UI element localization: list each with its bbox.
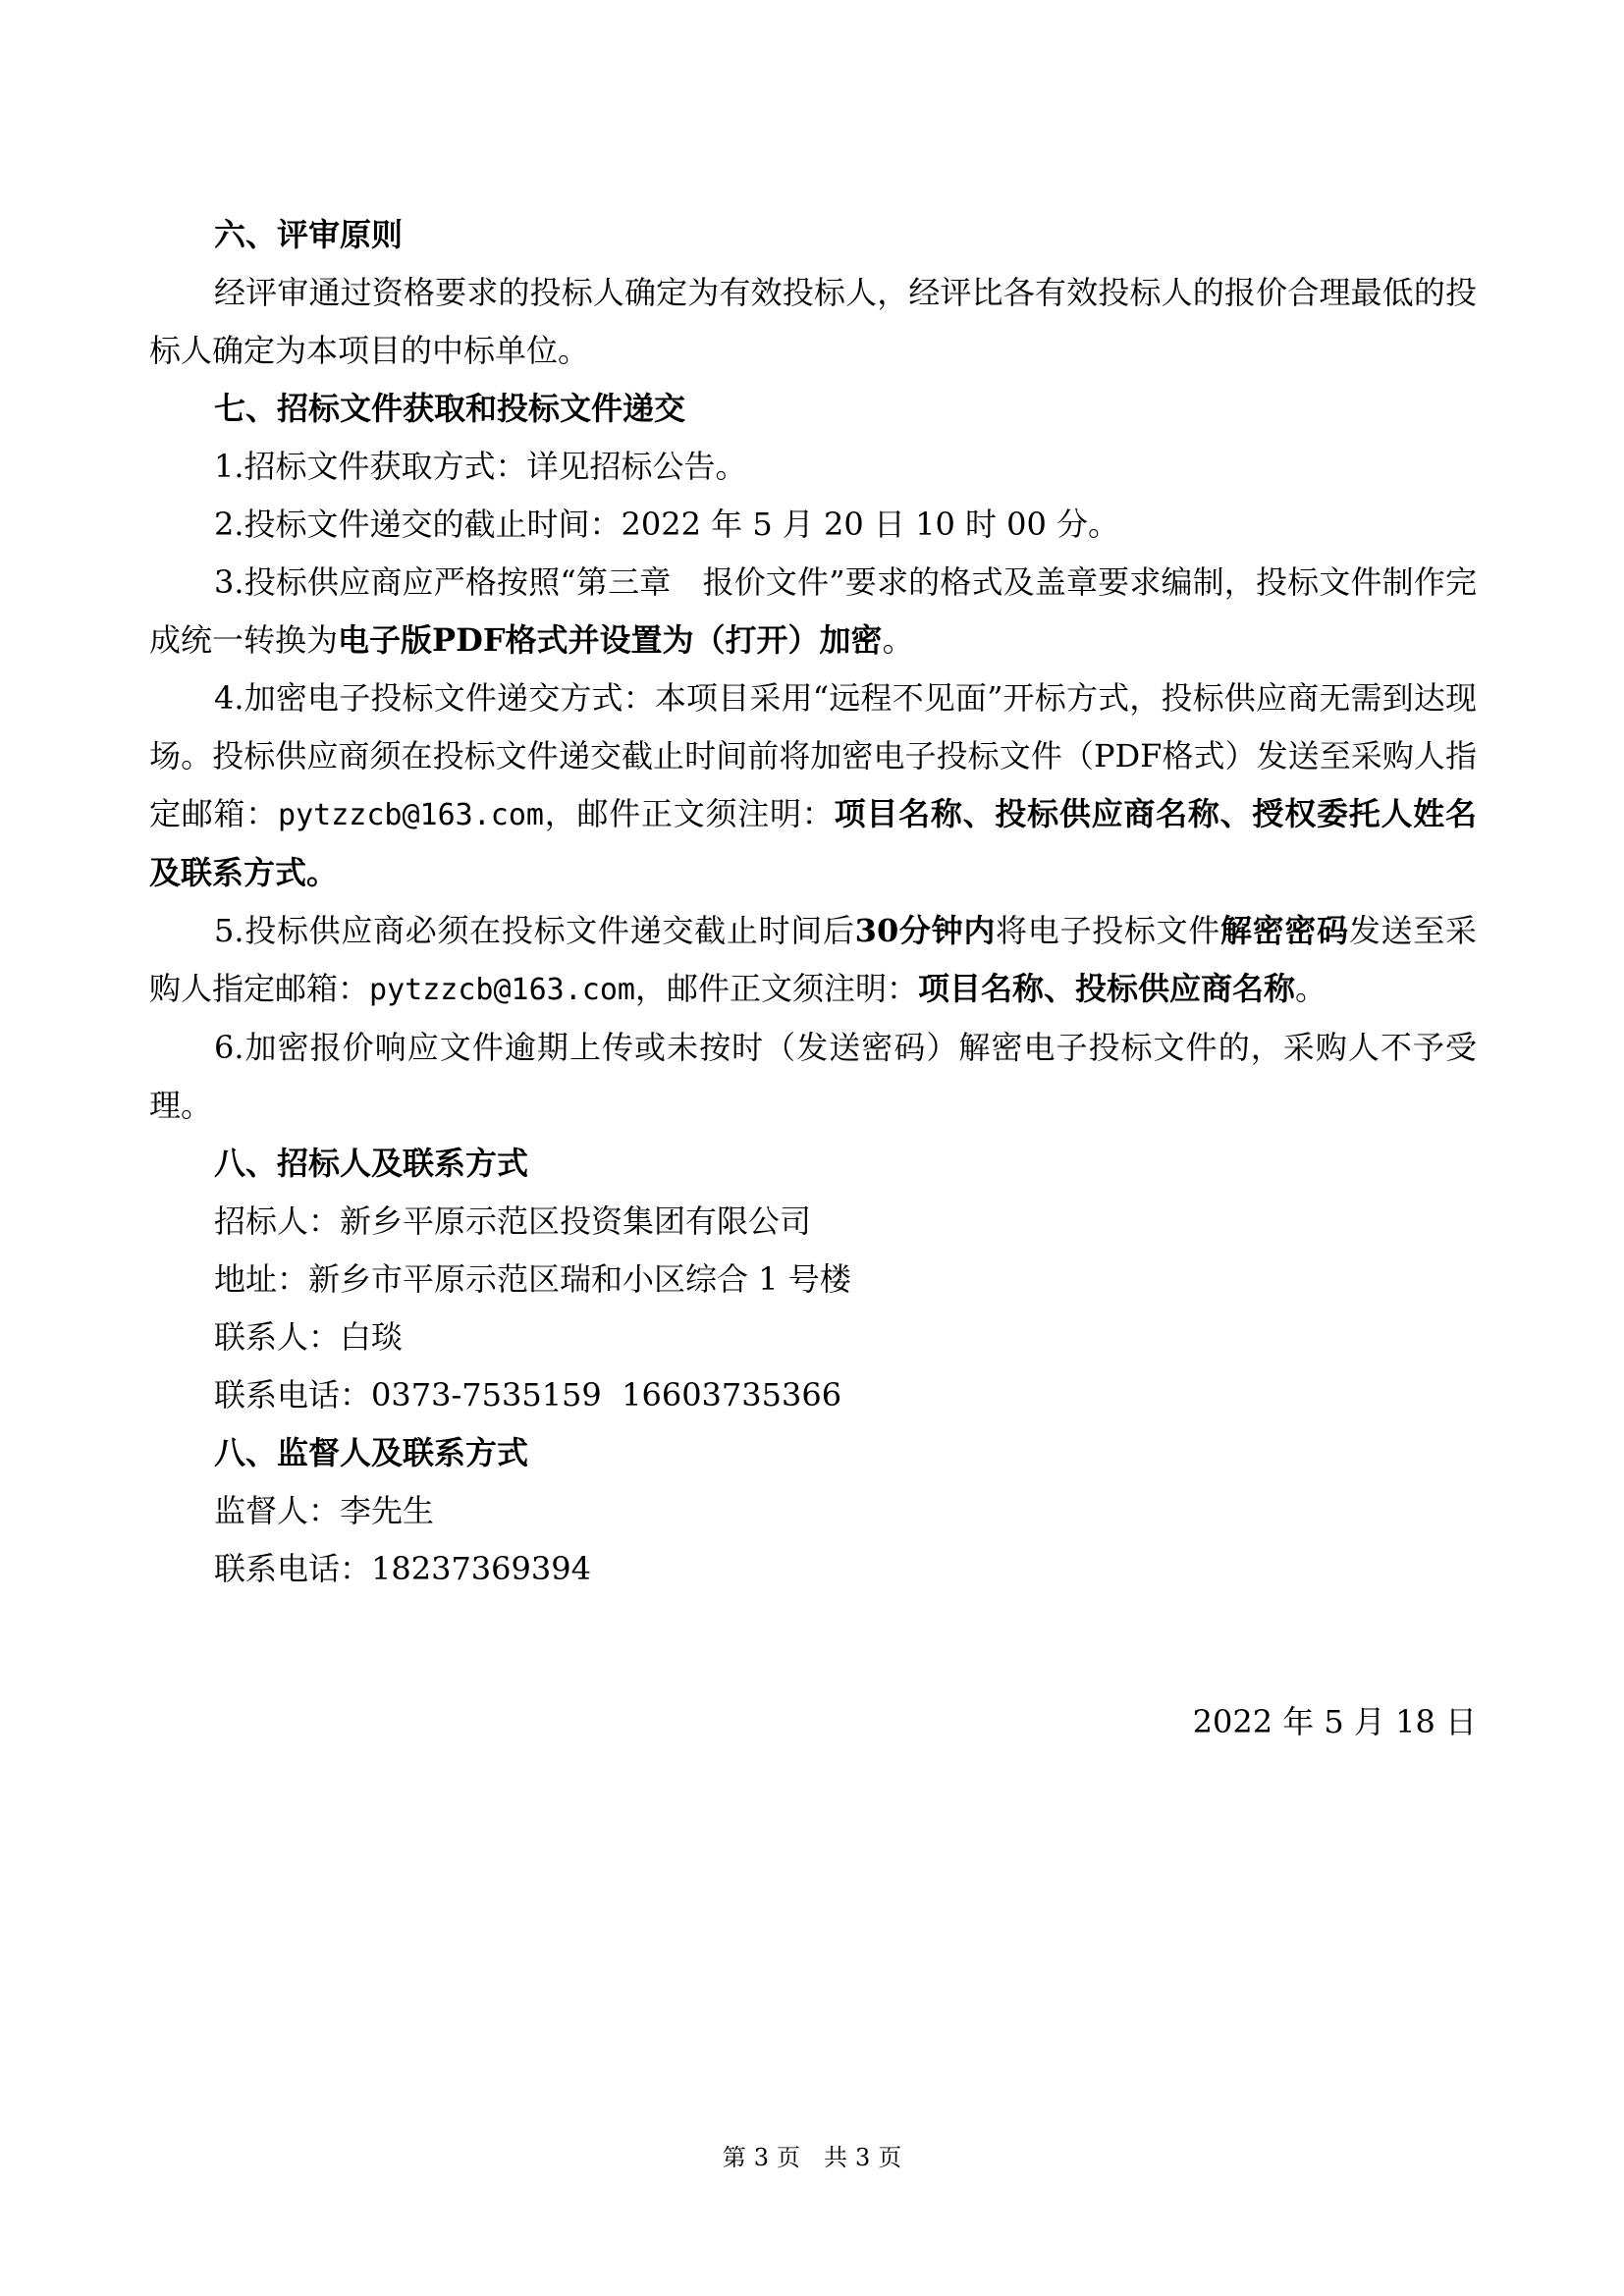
item-5-time-emphasis: 30分钟内 — [854, 912, 997, 949]
document-body — [149, 206, 1477, 1598]
item-5-email: pytzzcb@163.com — [369, 973, 635, 1007]
section-7-item-5 — [149, 902, 1477, 1019]
address-line: 地址：新乡市平原示范区瑞和小区综合 1 号楼 — [214, 1260, 851, 1298]
item-3-emphasis: 电子版PDF格式并设置为（打开）加密 — [338, 621, 883, 659]
item-3-end: 。 — [882, 621, 914, 659]
section-7-item-3 — [149, 554, 1477, 669]
tenderer-line: 招标人：新乡平原示范区投资集团有限公司 — [214, 1202, 812, 1240]
section-8a-heading: 八、招标人及联系方式 — [214, 1145, 529, 1182]
footer-end-label: 页 — [878, 2144, 902, 2171]
supervisor-line: 监督人：李先生 — [214, 1492, 435, 1529]
section-7-item-4 — [149, 669, 1477, 902]
section-7-item-1: 1.招标文件获取方式：详见招标公告。 — [214, 448, 747, 485]
section-7-heading: 七、招标文件获取和投标文件递交 — [214, 390, 686, 427]
item-5-text-a: 5.投标供应商必须在投标文件递交截止时间后 — [214, 912, 855, 949]
contact-line: 联系人：白琰 — [214, 1318, 404, 1356]
page-footer — [0, 2140, 1624, 2175]
section-7-item-2: 2.投标文件递交的截止时间：2022 年 5 月 20 日 10 时 00 分。 — [214, 506, 1120, 543]
footer-current-page: 3 — [753, 2144, 769, 2171]
document-date: 2022 年 5 月 18 日 — [1192, 1703, 1477, 1740]
phone-line: 联系电话：0373-7535159 16603735366 — [214, 1376, 842, 1414]
item-4-mid: ，邮件正文须注明： — [543, 795, 835, 832]
section-7-item-6: 6.加密报价响应文件逾期上传或未按时（发送密码）解密电子投标文件的，采购人不予受理。 — [149, 1029, 1477, 1124]
section-6-body: 经评审通过资格要求的投标人确定为有效投标人，经评比各有效投标人的报价合理最低的投标人确定为本项目的中标单位。 — [149, 274, 1477, 369]
section-6-heading: 六、评审原则 — [214, 216, 404, 253]
footer-of-label: 页 共 — [777, 2144, 847, 2171]
item-5-end: 。 — [1294, 970, 1326, 1007]
item-5-emphasis: 项目名称、投标供应商名称 — [917, 970, 1295, 1007]
item-4-text: 4.加密电子投标文件递交方式：本项目采用“远程不见面”开标方式，投标供应商无需到达现场。投标供应商须在投标文件递交截止时间前将加密电子投标文件（PDF格式）发送至采购人指定邮箱： — [149, 679, 1477, 832]
item-5-text-e: 发送至采购人指定邮箱： — [149, 912, 1477, 1007]
footer-total-pages: 3 — [855, 2144, 871, 2171]
item-4-emphasis: 项目名称、投标供应商名称、授权委托人姓名及联系方式。 — [149, 795, 1477, 891]
item-3-text: 3.投标供应商应严格按照“第三章 报价文件”要求的格式及盖章要求编制，投标文件制作完成统一转换为 — [149, 563, 1477, 659]
item-5-text-c: 将电子投标文件 — [996, 912, 1220, 949]
item-4-email: pytzzcb@163.com — [278, 798, 544, 832]
item-5-password-emphasis: 解密密码 — [1219, 912, 1349, 949]
section-8b-heading: 八、监督人及联系方式 — [214, 1434, 529, 1471]
footer-page-label: 第 — [722, 2144, 746, 2171]
item-5-text-f: ，邮件正文须注明： — [634, 970, 918, 1007]
supervisor-phone-line: 联系电话：18237369394 — [214, 1550, 591, 1587]
